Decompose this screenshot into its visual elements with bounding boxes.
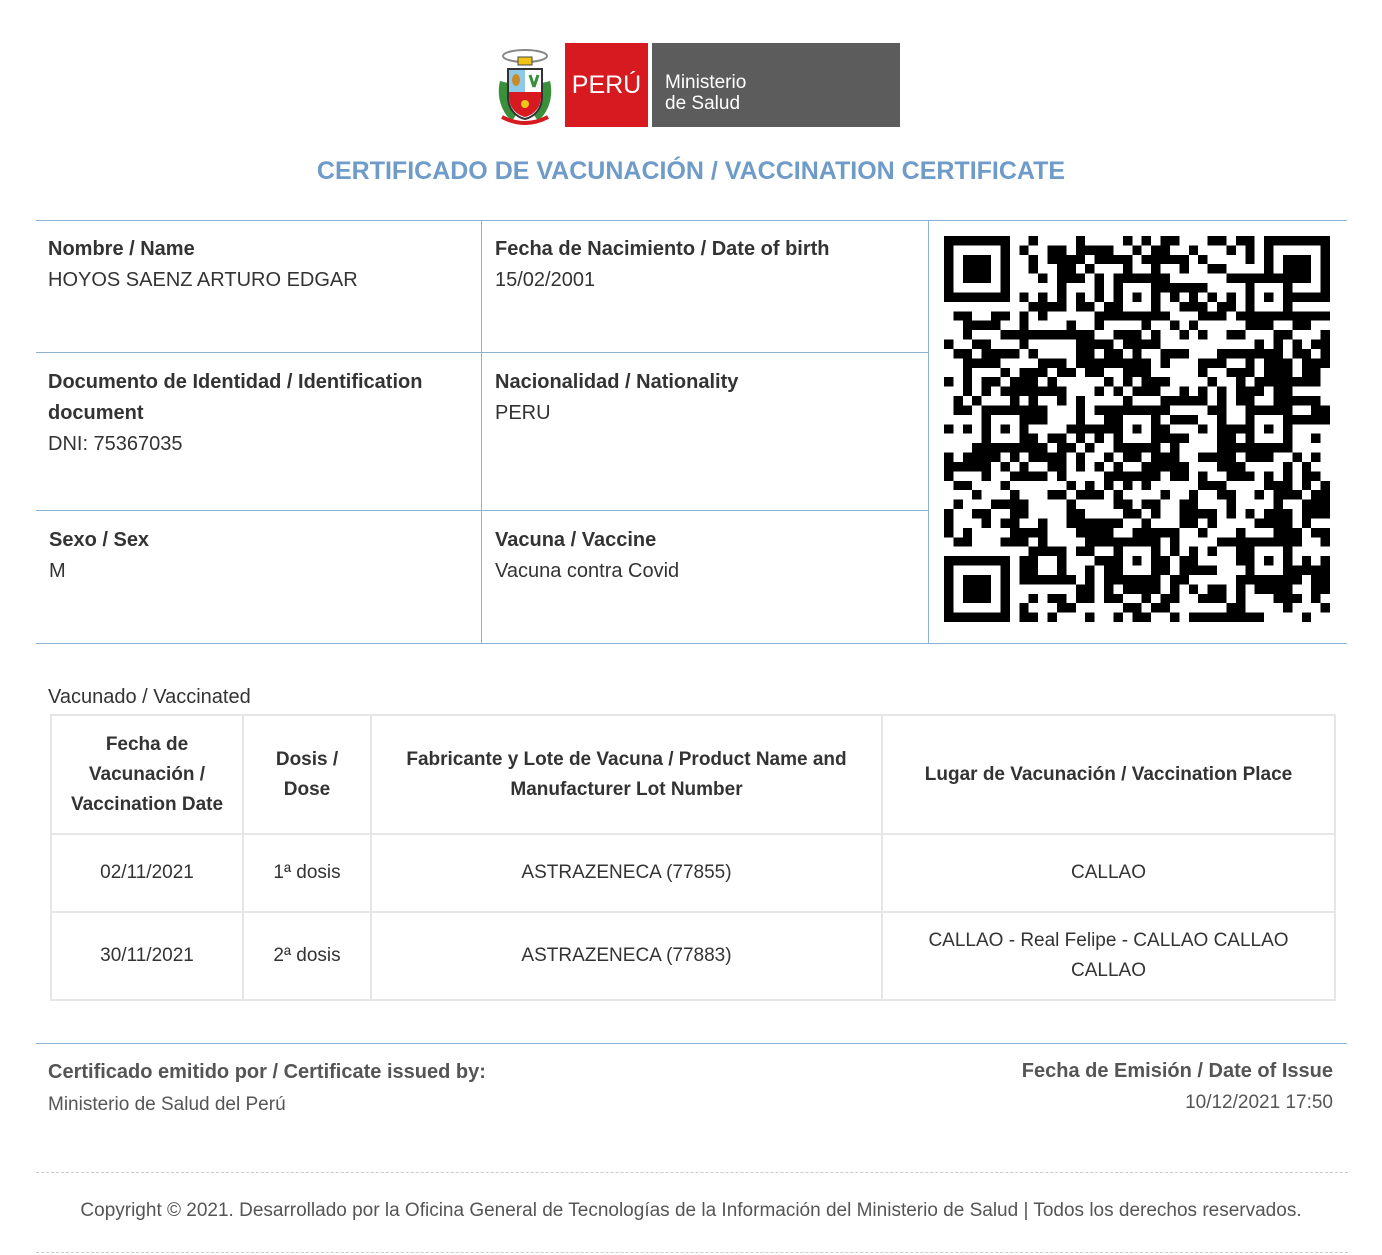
peru-brand: PERÚ [565, 43, 648, 127]
ministry-name-box [652, 43, 900, 127]
vaccinated-label: Vacunado / Vaccinated [48, 686, 251, 708]
name-value: HOYOS SAENZ ARTURO EDGAR [48, 269, 358, 291]
table-row [51, 834, 1335, 912]
sex-label: Sexo / Sex [49, 529, 150, 551]
header-vaccination-date: Fecha de Vacunación / Vaccination Date [51, 715, 243, 834]
dashed-divider-bottom [36, 1252, 1348, 1253]
dashed-divider-top [36, 1172, 1348, 1173]
issue-date-label: Fecha de Emisión / Date of Issue [1021, 1060, 1333, 1082]
qr-code-icon [944, 236, 1330, 622]
grid-line-row2 [36, 510, 929, 511]
ministry-logo [494, 43, 900, 127]
issued-by-label: Certificado emitido por / Certificate issued by: [48, 1061, 486, 1083]
sex-cell [49, 525, 149, 587]
vaccine-label: Vacuna / Vaccine [495, 529, 657, 551]
nationality-cell [495, 367, 738, 429]
grid-line-bottom [36, 643, 1347, 644]
id-label-line2: document [48, 402, 144, 424]
vaccination-table [50, 714, 1336, 1001]
cell-place: CALLAO - Real Felipe - CALLAO CALLAO CALLAO [882, 912, 1335, 1000]
grid-line-top [36, 220, 1347, 221]
id-label-line1: Documento de Identidad / Identification [48, 371, 423, 393]
copyright-text: Copyright © 2021. Desarrollado por la Oficina General de Tecnologías de la Información del Ministerio de Salud | Todos los derechos reservados. [80, 1200, 1302, 1221]
table-header-row [51, 715, 1335, 834]
ministry-line-1: Ministerio [665, 72, 747, 93]
header-vaccination-place: Lugar de Vacunación / Vaccination Place [882, 715, 1335, 834]
cell-product: ASTRAZENECA (77883) [371, 912, 882, 1000]
dob-cell [495, 234, 830, 296]
vaccine-cell [495, 525, 679, 587]
vaccine-value: Vacuna contra Covid [495, 560, 680, 582]
header-dose: Dosis / Dose [243, 715, 371, 834]
ministry-line-2: de Salud [665, 93, 741, 114]
id-cell [48, 367, 422, 460]
issued-by-value: Ministerio de Salud del Perú [48, 1094, 286, 1115]
cell-product: ASTRAZENECA (77855) [371, 834, 882, 912]
certificate-title: CERTIFICADO DE VACUNACIÓN / VACCINATION CERTIFICATE [316, 157, 1066, 185]
id-value: DNI: 75367035 [48, 433, 183, 455]
grid-line-row1 [36, 352, 929, 353]
name-label: Nombre / Name [48, 238, 195, 260]
nationality-value: PERU [495, 402, 551, 424]
footer-divider [36, 1043, 1347, 1044]
cell-place: CALLAO [882, 834, 1335, 912]
cell-date: 02/11/2021 [51, 834, 243, 912]
issue-date-value: 10/12/2021 17:50 [1185, 1092, 1333, 1113]
grid-line-col1 [481, 220, 482, 644]
header-product-lot: Fabricante y Lote de Vacuna / Product Name and Manufacturer Lot Number [371, 715, 882, 834]
grid-line-col2 [928, 220, 929, 644]
cell-dose: 1ª dosis [243, 834, 371, 912]
dob-label: Fecha de Nacimiento / Date of birth [495, 238, 830, 260]
cell-dose: 2ª dosis [243, 912, 371, 1000]
dob-value: 15/02/2001 [495, 269, 596, 291]
nationality-label: Nacionalidad / Nationality [495, 371, 739, 393]
coat-of-arms-icon [494, 47, 556, 125]
table-row [51, 912, 1335, 1000]
cell-date: 30/11/2021 [51, 912, 243, 1000]
name-cell [48, 234, 358, 296]
sex-value: M [49, 560, 66, 582]
